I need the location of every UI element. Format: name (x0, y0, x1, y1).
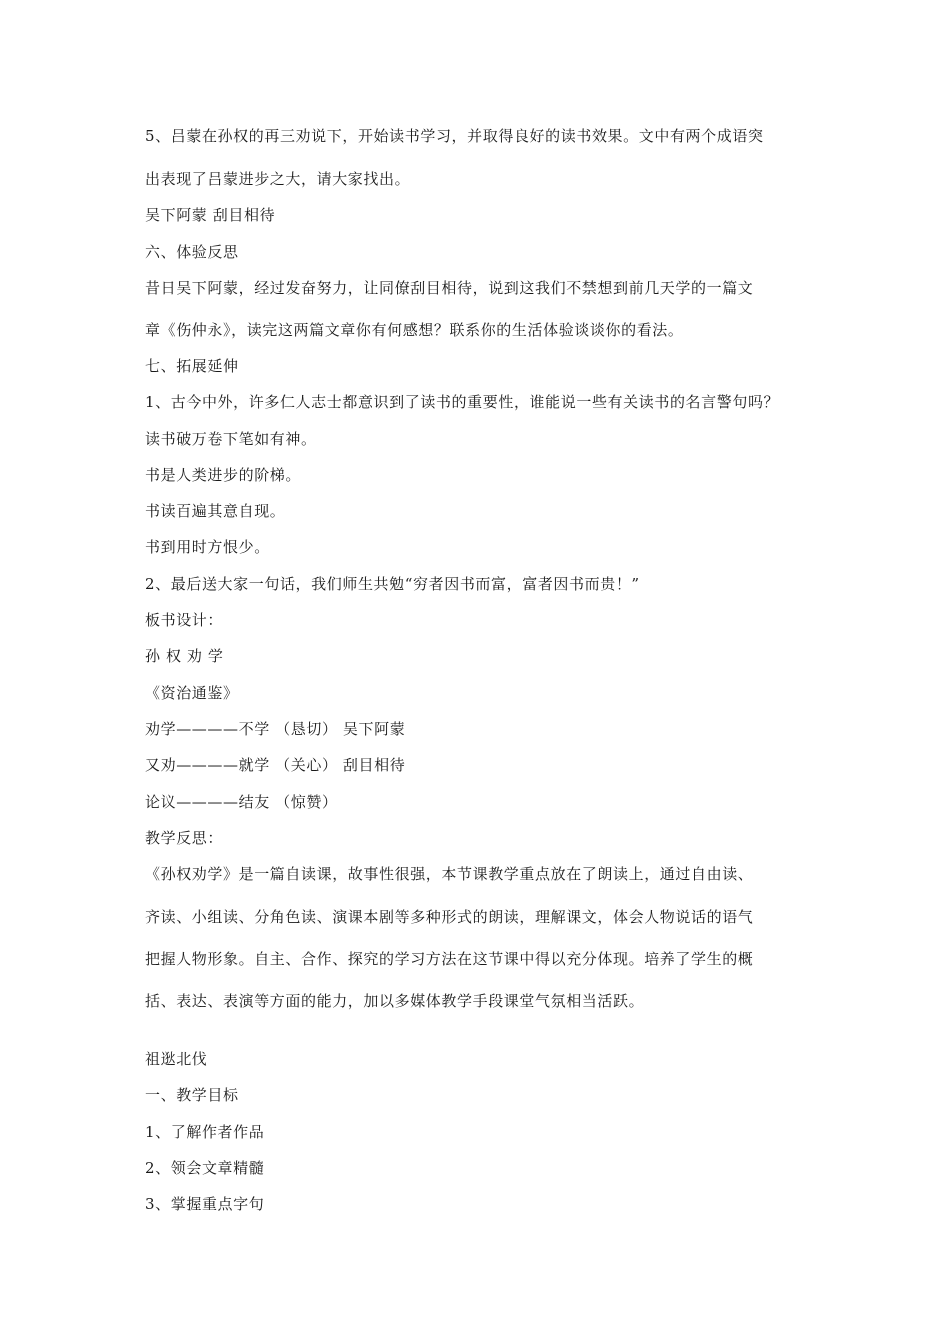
teaching-reflection-line-4: 括、表达、表演等方面的能力，加以多媒体教学手段课堂气氛相当活跃。 (145, 992, 645, 1010)
paragraph-q5-line-2: 出表现了吕蒙进步之大，请大家找出。 (145, 170, 411, 188)
teaching-reflection-line-2: 齐读、小组读、分角色读、演课本剧等多种形式的朗读，理解课文，体会人物说话的语气 (145, 908, 754, 926)
board-row-3: 论议————结友 （惊赞） (145, 793, 338, 811)
teaching-reflection-line-3: 把握人物形象。自主、合作、探究的学习方法在这节课中得以充分体现。培养了学生的概 (145, 950, 754, 968)
objective-3: 3、掌握重点字句 (145, 1195, 265, 1213)
lesson-title: 祖逖北伐 (145, 1050, 208, 1068)
quote-1: 读书破万卷下笔如有神。 (145, 430, 317, 448)
quote-4: 书到用时方恨少。 (145, 538, 270, 556)
paragraph-reflection-line-1: 昔日吴下阿蒙，经过发奋努力，让同僚刮目相待，说到这我们不禁想到前几天学的一篇文 (145, 279, 754, 297)
teaching-reflection-heading: 教学反思： (145, 829, 224, 847)
paragraph-reflection-line-2: 章《伤仲永》，读完这两篇文章你有何感想？联系你的生活体验谈谈你的看法。 (145, 321, 684, 339)
section-heading-reflection: 六、体验反思 (145, 243, 239, 261)
board-design-heading: 板书设计： (145, 611, 224, 629)
teaching-reflection-line-1: 《孙权劝学》是一篇自读课，故事性很强，本节课教学重点放在了朗读上，通过自由读、 (145, 865, 754, 883)
board-source: 《资治通鉴》 (145, 684, 239, 702)
objective-1: 1、了解作者作品 (145, 1123, 265, 1141)
quote-2: 书是人类进步的阶梯。 (145, 466, 302, 484)
paragraph-extension-q1: 1、古今中外，许多仁人志士都意识到了读书的重要性，谁能说一些有关读书的名言警句吗？ (145, 393, 780, 411)
paragraph-extension-q2: 2、最后送大家一句话，我们师生共勉“穷者因书而富，富者因书而贵！” (145, 575, 640, 593)
board-row-2: 又劝————就学 （关心） 刮目相待 (145, 756, 406, 774)
section-heading-extension: 七、拓展延伸 (145, 357, 239, 375)
board-title: 孙 权 劝 学 (145, 647, 224, 665)
section-heading-objectives: 一、教学目标 (145, 1086, 239, 1104)
objective-2: 2、领会文章精髓 (145, 1159, 265, 1177)
quote-3: 书读百遍其意自现。 (145, 502, 286, 520)
board-row-1: 劝学————不学 （恳切） 吴下阿蒙 (145, 720, 406, 738)
idiom-answer: 吴下阿蒙 刮目相待 (145, 206, 276, 224)
paragraph-q5-line-1: 5、吕蒙在孙权的再三劝说下，开始读书学习，并取得良好的读书效果。文中有两个成语突 (145, 127, 764, 145)
